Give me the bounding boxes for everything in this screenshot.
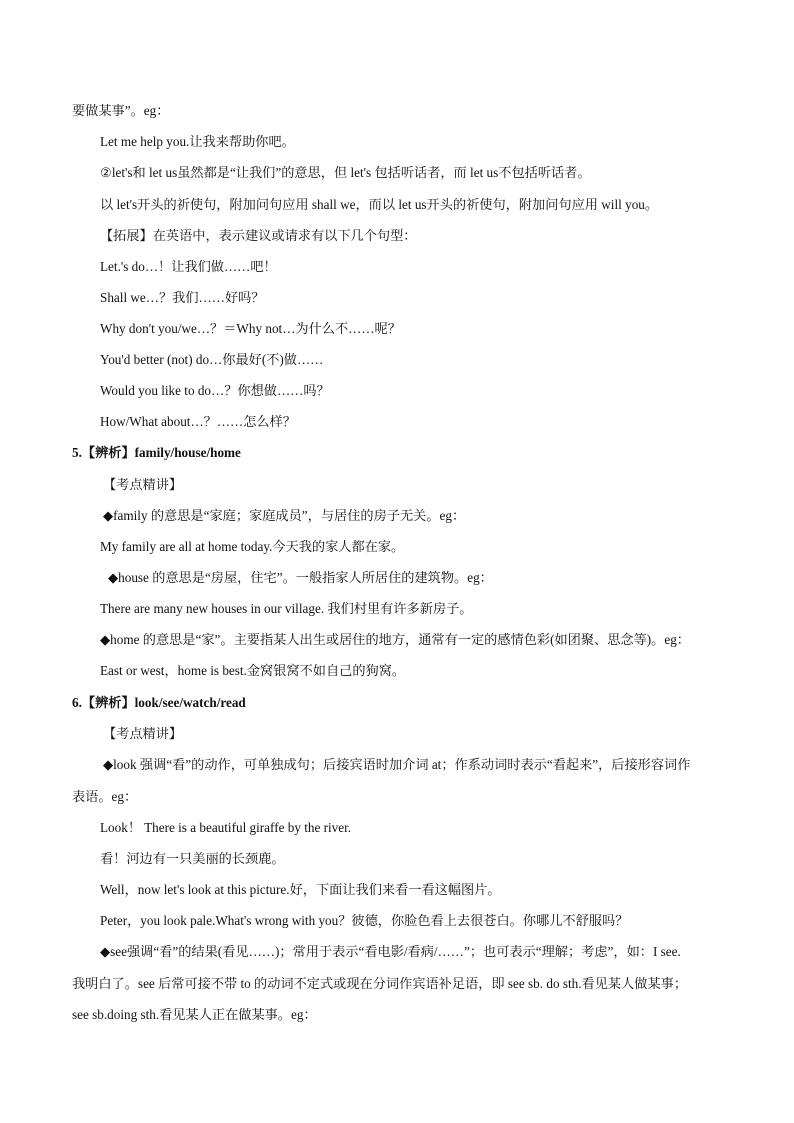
subheading-key-points: 【考点精讲】 (103, 726, 183, 741)
text-line: Would you like to do…？你想做……吗？ (100, 383, 330, 398)
text-line: How/What about…？……怎么样？ (100, 414, 296, 429)
text-line: 表语。eg： (72, 789, 138, 804)
text-line: You'd better (not) do…你最好(不)做…… (100, 352, 324, 367)
text-line: 我明白了。see 后常可接不带 to 的动词不定式或现在分词作宾语补足语，即 see sb. do sth.看见某人做某事； (72, 976, 688, 991)
text-line: 以 let's开头的祈使句，附加问句应用 shall we，而以 let us开头的祈使句，附加问句应用 will you。 (100, 197, 659, 212)
text-line: ◆look 强调“看”的动作，可单独成句；后接宾语时加介词 at；作系动词时表示“看起来”，后接形容词作 (103, 757, 691, 772)
text-line: 要做某事”。eg： (72, 103, 170, 118)
text-line: Let me help you.让我来帮助你吧。 (100, 134, 295, 149)
text-line: 【拓展】在英语中，表示建议或请求有以下几个句型： (100, 228, 417, 243)
text-line: Shall we…？我们……好吗？ (100, 290, 265, 305)
text-line: My family are all at home today.今天我的家人都在家。 (100, 539, 405, 554)
text-line: There are many new houses in our village. 我们村里有许多新房子。 (100, 601, 473, 616)
text-line: Why don't you/we…？＝Why not…为什么不……呢？ (100, 321, 401, 336)
section-heading-5: 5.【辨析】family/house/home (72, 445, 241, 460)
text-line: 看！河边有一只美丽的长颈鹿。 (100, 851, 285, 866)
text-line: Well，now let's look at this picture.好，下面让我们来看一看这幅图片。 (100, 882, 501, 897)
text-line: ◆family 的意思是“家庭；家庭成员”，与居住的房子无关。eg： (103, 508, 466, 523)
text-line: ◆see强调“看”的结果(看见……)；常用于表示“看电影/看病/……”；也可表示“理解；考虑”，如：I see. (100, 944, 681, 959)
text-line: Peter，you look pale.What's wrong with you？彼德，你脸色看上去很苍白。你哪儿不舒服吗？ (100, 913, 629, 928)
text-line: ◆house 的意思是“房屋，住宅”。一般指家人所居住的建筑物。eg： (108, 570, 493, 585)
text-line: Let.'s do…！让我们做……吧！ (100, 259, 277, 274)
text-line: ◆home 的意思是“家”。主要指某人出生或居住的地方，通常有一定的感情色彩(如团聚、思念等)。eg： (100, 632, 690, 647)
text-line: ②let's和 let us虽然都是“让我们”的意思，但 let's 包括听话者，而 let us不包括听话者。 (100, 165, 591, 180)
text-line: East or west，home is best.金窝银窝不如自己的狗窝。 (100, 663, 406, 678)
text-line: see sb.doing sth.看见某人正在做某事。eg： (72, 1007, 317, 1022)
text-line: Look！ There is a beautiful giraffe by the river. (100, 820, 352, 835)
section-heading-6: 6.【辨析】look/see/watch/read (72, 695, 246, 710)
subheading-key-points: 【考点精讲】 (103, 477, 183, 492)
